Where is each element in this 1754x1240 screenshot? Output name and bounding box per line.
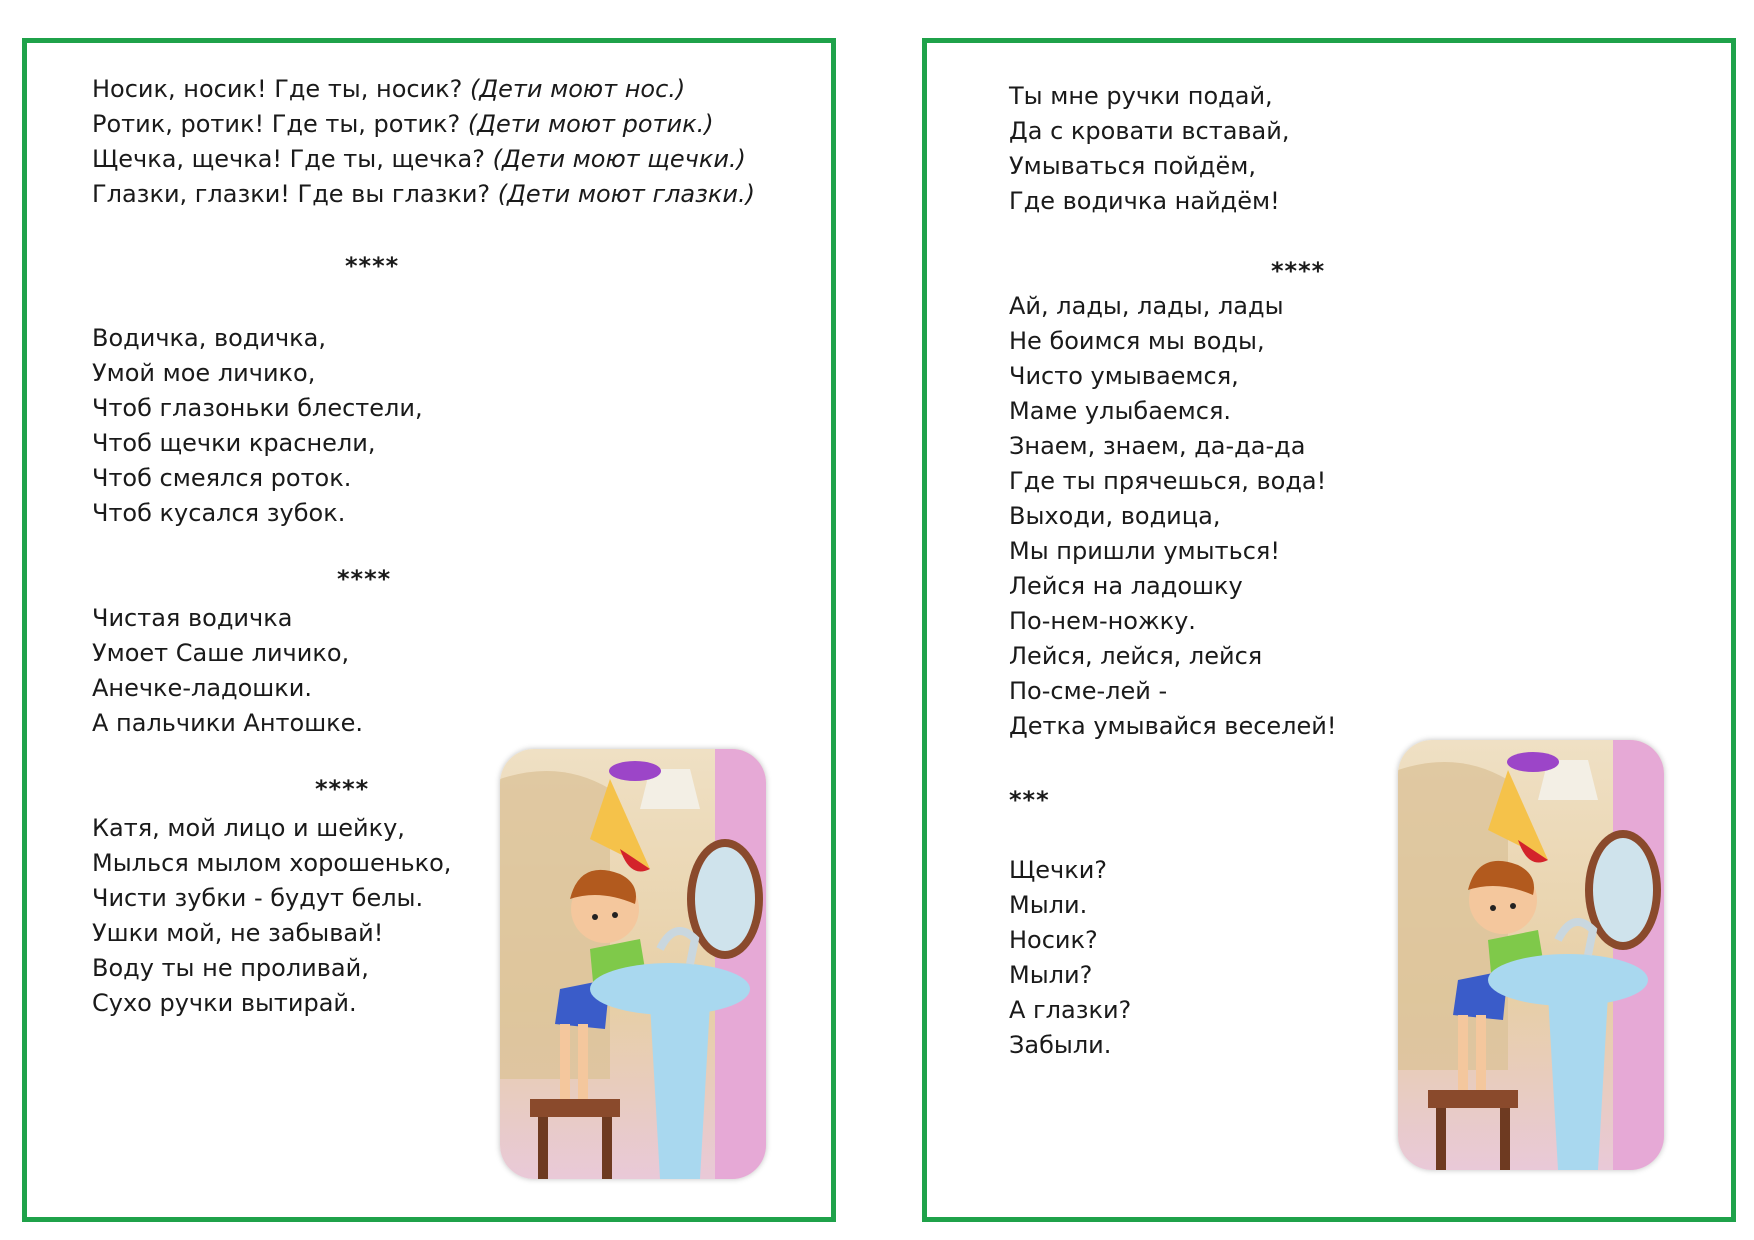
- poem-line: Анечке-ладошки.: [92, 674, 312, 702]
- poem-line: Носик, носик! Где ты, носик? (Дети моют нос.): [92, 75, 686, 103]
- stage-note: (Дети моют щечки.): [492, 145, 746, 173]
- stanza-noses: [92, 72, 755, 212]
- poem-line: Водичка, водичка,: [92, 324, 327, 352]
- stanza-katya: [92, 811, 451, 1021]
- poem-line: Чисто умываемся,: [1009, 362, 1239, 390]
- stage-note: (Дети моют ротик.): [467, 110, 714, 138]
- poem-line: Лейся на ладошку: [1009, 572, 1243, 600]
- poem-line: Да с кровати вставай,: [1009, 117, 1290, 145]
- poem-line: Ротик, ротик! Где ты, ротик? (Дети моют ротик.): [92, 110, 714, 138]
- poem-line: Глазки, глазки! Где вы глазки? (Дети моют глазки.): [92, 180, 755, 208]
- poem-line: Чисти зубки - будут белы.: [92, 884, 424, 912]
- poem-line: Чистая водичка: [92, 604, 293, 632]
- poem-line: Чтоб щечки краснели,: [92, 429, 376, 457]
- poem-line: Мыли?: [1009, 961, 1093, 989]
- poem-line: Щечка, щечка! Где ты, щечка? (Дети моют щечки.): [92, 145, 746, 173]
- poem-line: Знаем, знаем, да-да-да: [1009, 432, 1306, 460]
- right-card: [922, 38, 1736, 1222]
- poem-line: По-нем-ножку.: [1009, 607, 1196, 635]
- poem-line: Умываться пойдём,: [1009, 152, 1256, 180]
- boy-washing-image: [1398, 740, 1664, 1170]
- boy-washing-image: [500, 749, 766, 1179]
- poem-line: Маме улыбаемся.: [1009, 397, 1232, 425]
- poem-line: Мылься мылом хорошенько,: [92, 849, 452, 877]
- poem-line: Чтоб смеялся роток.: [92, 464, 352, 492]
- poem-line: Воду ты не проливай,: [92, 954, 369, 982]
- poem-line: Где ты прячешься, вода!: [1009, 467, 1327, 495]
- poem-line: Мыли.: [1009, 891, 1088, 919]
- poem-line: Ты мне ручки подай,: [1009, 82, 1273, 110]
- poem-line: Чтоб кусался зубок.: [92, 499, 346, 527]
- poem-line: Умоет Саше личико,: [92, 639, 350, 667]
- stanza-separator: ****: [1271, 257, 1326, 285]
- poem-line: По-сме-лей -: [1009, 677, 1168, 705]
- poem-line: Ушки мой, не забывай!: [92, 919, 384, 947]
- stage-note: (Дети моют глазки.): [497, 180, 755, 208]
- poem-line: Детка умывайся веселей!: [1009, 712, 1337, 740]
- left-card: [22, 38, 836, 1222]
- poem-line: А пальчики Антошке.: [92, 709, 364, 737]
- poem-line: Умой мое личико,: [92, 359, 316, 387]
- poem-line: Носик?: [1009, 926, 1098, 954]
- poem-line: Сухо ручки вытирай.: [92, 989, 357, 1017]
- boy-washing-illustration: [500, 749, 766, 1179]
- poem-line: Где водичка найдём!: [1009, 187, 1280, 215]
- boy-washing-illustration: [1398, 740, 1664, 1170]
- stanza-separator: ****: [315, 775, 370, 803]
- stanza-hands: [1009, 79, 1290, 219]
- poem-line: Катя, мой лицо и шейку,: [92, 814, 405, 842]
- stage-note: (Дети моют нос.): [470, 75, 686, 103]
- poem-line: Лейся, лейся, лейся: [1009, 642, 1263, 670]
- poem-line: А глазки?: [1009, 996, 1132, 1024]
- poem-line: Мы пришли умыться!: [1009, 537, 1280, 565]
- stanza-water: [92, 321, 423, 531]
- poem-line: Забыли.: [1009, 1031, 1112, 1059]
- poem-line: Чтоб глазоньки блестели,: [92, 394, 423, 422]
- poem-line: Ай, лады, лады, лады: [1009, 292, 1284, 320]
- stanza-ladi: [1009, 289, 1337, 744]
- poem-line: Не боимся мы воды,: [1009, 327, 1265, 355]
- stanza-clean-water: [92, 601, 363, 741]
- stanza-separator: ****: [345, 252, 400, 280]
- stanza-separator: ***: [1009, 786, 1050, 814]
- poem-line: Выходи, водица,: [1009, 502, 1221, 530]
- stanza-cheeks: [1009, 853, 1131, 1063]
- poem-line: Щечки?: [1009, 856, 1108, 884]
- stanza-separator: ****: [337, 565, 392, 593]
